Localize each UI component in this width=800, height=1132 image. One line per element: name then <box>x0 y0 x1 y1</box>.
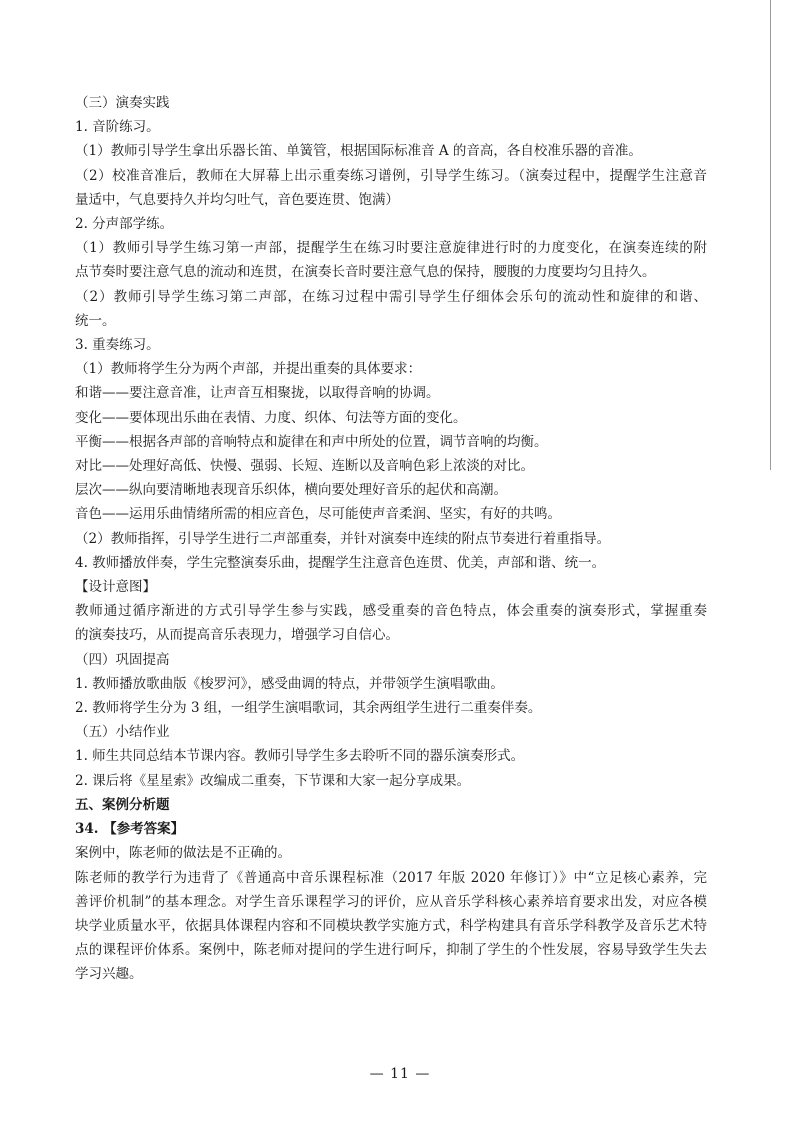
requirement-item: 音色——运用乐曲情绪所需的相应音色，尽可能使声音柔润、坚实，有好的共鸣。 <box>75 506 561 523</box>
page-number: — 11 — <box>369 1066 431 1082</box>
step-ensemble-practice: 3. 重奏练习。 <box>75 337 160 354</box>
paragraph-line: （1）教师引导学生练习第一声部，提醒学生在练习时要注意旋律进行时的力度变化，在演奏连续的附 <box>75 240 707 257</box>
paragraph-line: 点节奏时要注意气息的流动和连贯，在演奏长音时要注意气息的保持，腰腹的力度要均匀且持久。 <box>75 264 656 281</box>
section-heading-performance: （三）演奏实践 <box>75 95 170 111</box>
step-full-performance: 4. 教师播放伴奏，学生完整演奏乐曲，提醒学生注意音色连贯、优美，声部和谐、统一。 <box>75 554 606 571</box>
paragraph-line: 学习兴趣。 <box>75 966 143 983</box>
paragraph-line: 陈老师的教学行为违背了《普通高中音乐课程标准（2017 年版 2020 年修订）》中“立足核心素养，完 <box>75 869 707 886</box>
requirement-item: 平衡——根据各声部的音响特点和旋律在和声中所处的位置，调节音响的均衡。 <box>75 433 548 450</box>
paragraph-line: （2）校准音准后，教师在大屏幕上出示重奏练习谱例，引导学生练习。（演奏过程中，提醒学生注意音 <box>75 167 707 184</box>
paragraph-line: 量适中，气息要持久并均匀吐气，音色要连贯、饱满） <box>75 191 399 208</box>
paragraph-line: 善评价机制”的基本理念。对学生音乐课程学习的评价，应从音乐学科核心素养培育要求出发，对应各模 <box>75 893 707 910</box>
requirement-item: 层次——纵向要清晰地表现音乐织体，横向要处理好音乐的起伏和高潮。 <box>75 482 507 499</box>
section-heading-consolidation: （四）巩固提高 <box>75 651 170 668</box>
paragraph-line: 案例中，陈老师的做法是不正确的。 <box>75 845 291 862</box>
paragraph-line: 教师通过循序渐进的方式引导学生参与实践，感受重奏的音色特点，体会重奏的演奏形式，掌握重奏 <box>75 603 707 620</box>
step-part-practice: 2. 分声部学练。 <box>75 216 174 233</box>
paragraph-line: 块学业质量水平，依据具体课程内容和不同模块教学实施方式，科学构建具有音乐学科教学及音乐艺术特 <box>75 917 707 934</box>
section-heading-case-analysis: 五、案例分析题 <box>75 796 170 813</box>
page-body <box>75 91 707 987</box>
page-edge-line <box>770 0 771 470</box>
requirement-item: 和谐——要注意音准，让声音互相聚拢，以取得音响的协调。 <box>75 385 440 402</box>
requirement-item: 变化——要体现出乐曲在表情、力度、织体、句法等方面的变化。 <box>75 409 467 426</box>
paragraph-line: 统一。 <box>75 312 116 329</box>
paragraph-line: （2）教师引导学生练习第二声部，在练习过程中需引导学生仔细体会乐句的流动性和旋律的和谐、 <box>75 288 707 305</box>
paragraph-line: 的演奏技巧，从而提高音乐表现力，增强学习自信心。 <box>75 627 399 644</box>
design-intent-heading: 【设计意图】 <box>75 579 156 596</box>
list-item: 2. 教师将学生分为 3 组，一组学生演唱歌词，其余两组学生进行二重奏伴奏。 <box>75 700 542 717</box>
paragraph-line: （1）教师将学生分为两个声部，并提出重奏的具体要求： <box>75 361 422 378</box>
section-heading-summary: （五）小结作业 <box>75 724 170 741</box>
paragraph-line: （2）教师指挥，引导学生进行二声部重奏，并针对演奏中连续的附点节奏进行着重指导。 <box>75 530 611 547</box>
paragraph-line: （1）教师引导学生拿出乐器长笛、单簧管，根据国际标准音 A 的音高，各自校准乐器的音准。 <box>75 143 642 160</box>
step-scale-practice: 1. 音阶练习。 <box>75 119 160 136</box>
list-item: 1. 教师播放歌曲版《梭罗河》，感受曲调的特点，并带领学生演唱歌曲。 <box>75 675 504 692</box>
list-item: 1. 师生共同总结本节课内容。教师引导学生多去聆听不同的器乐演奏形式。 <box>75 748 525 765</box>
question-number-answer: 34. 【参考答案】 <box>75 821 185 838</box>
paragraph-line: 点的课程评价体系。案例中，陈老师对提问的学生进行呵斥，抑制了学生的个性发展，容易导致学生失去 <box>75 942 707 959</box>
requirement-item: 对比——处理好高低、快慢、强弱、长短、连断以及音响色彩上浓淡的对比。 <box>75 458 534 475</box>
list-item: 2. 课后将《星星索》改编成二重奏，下节课和大家一起分享成果。 <box>75 772 471 789</box>
